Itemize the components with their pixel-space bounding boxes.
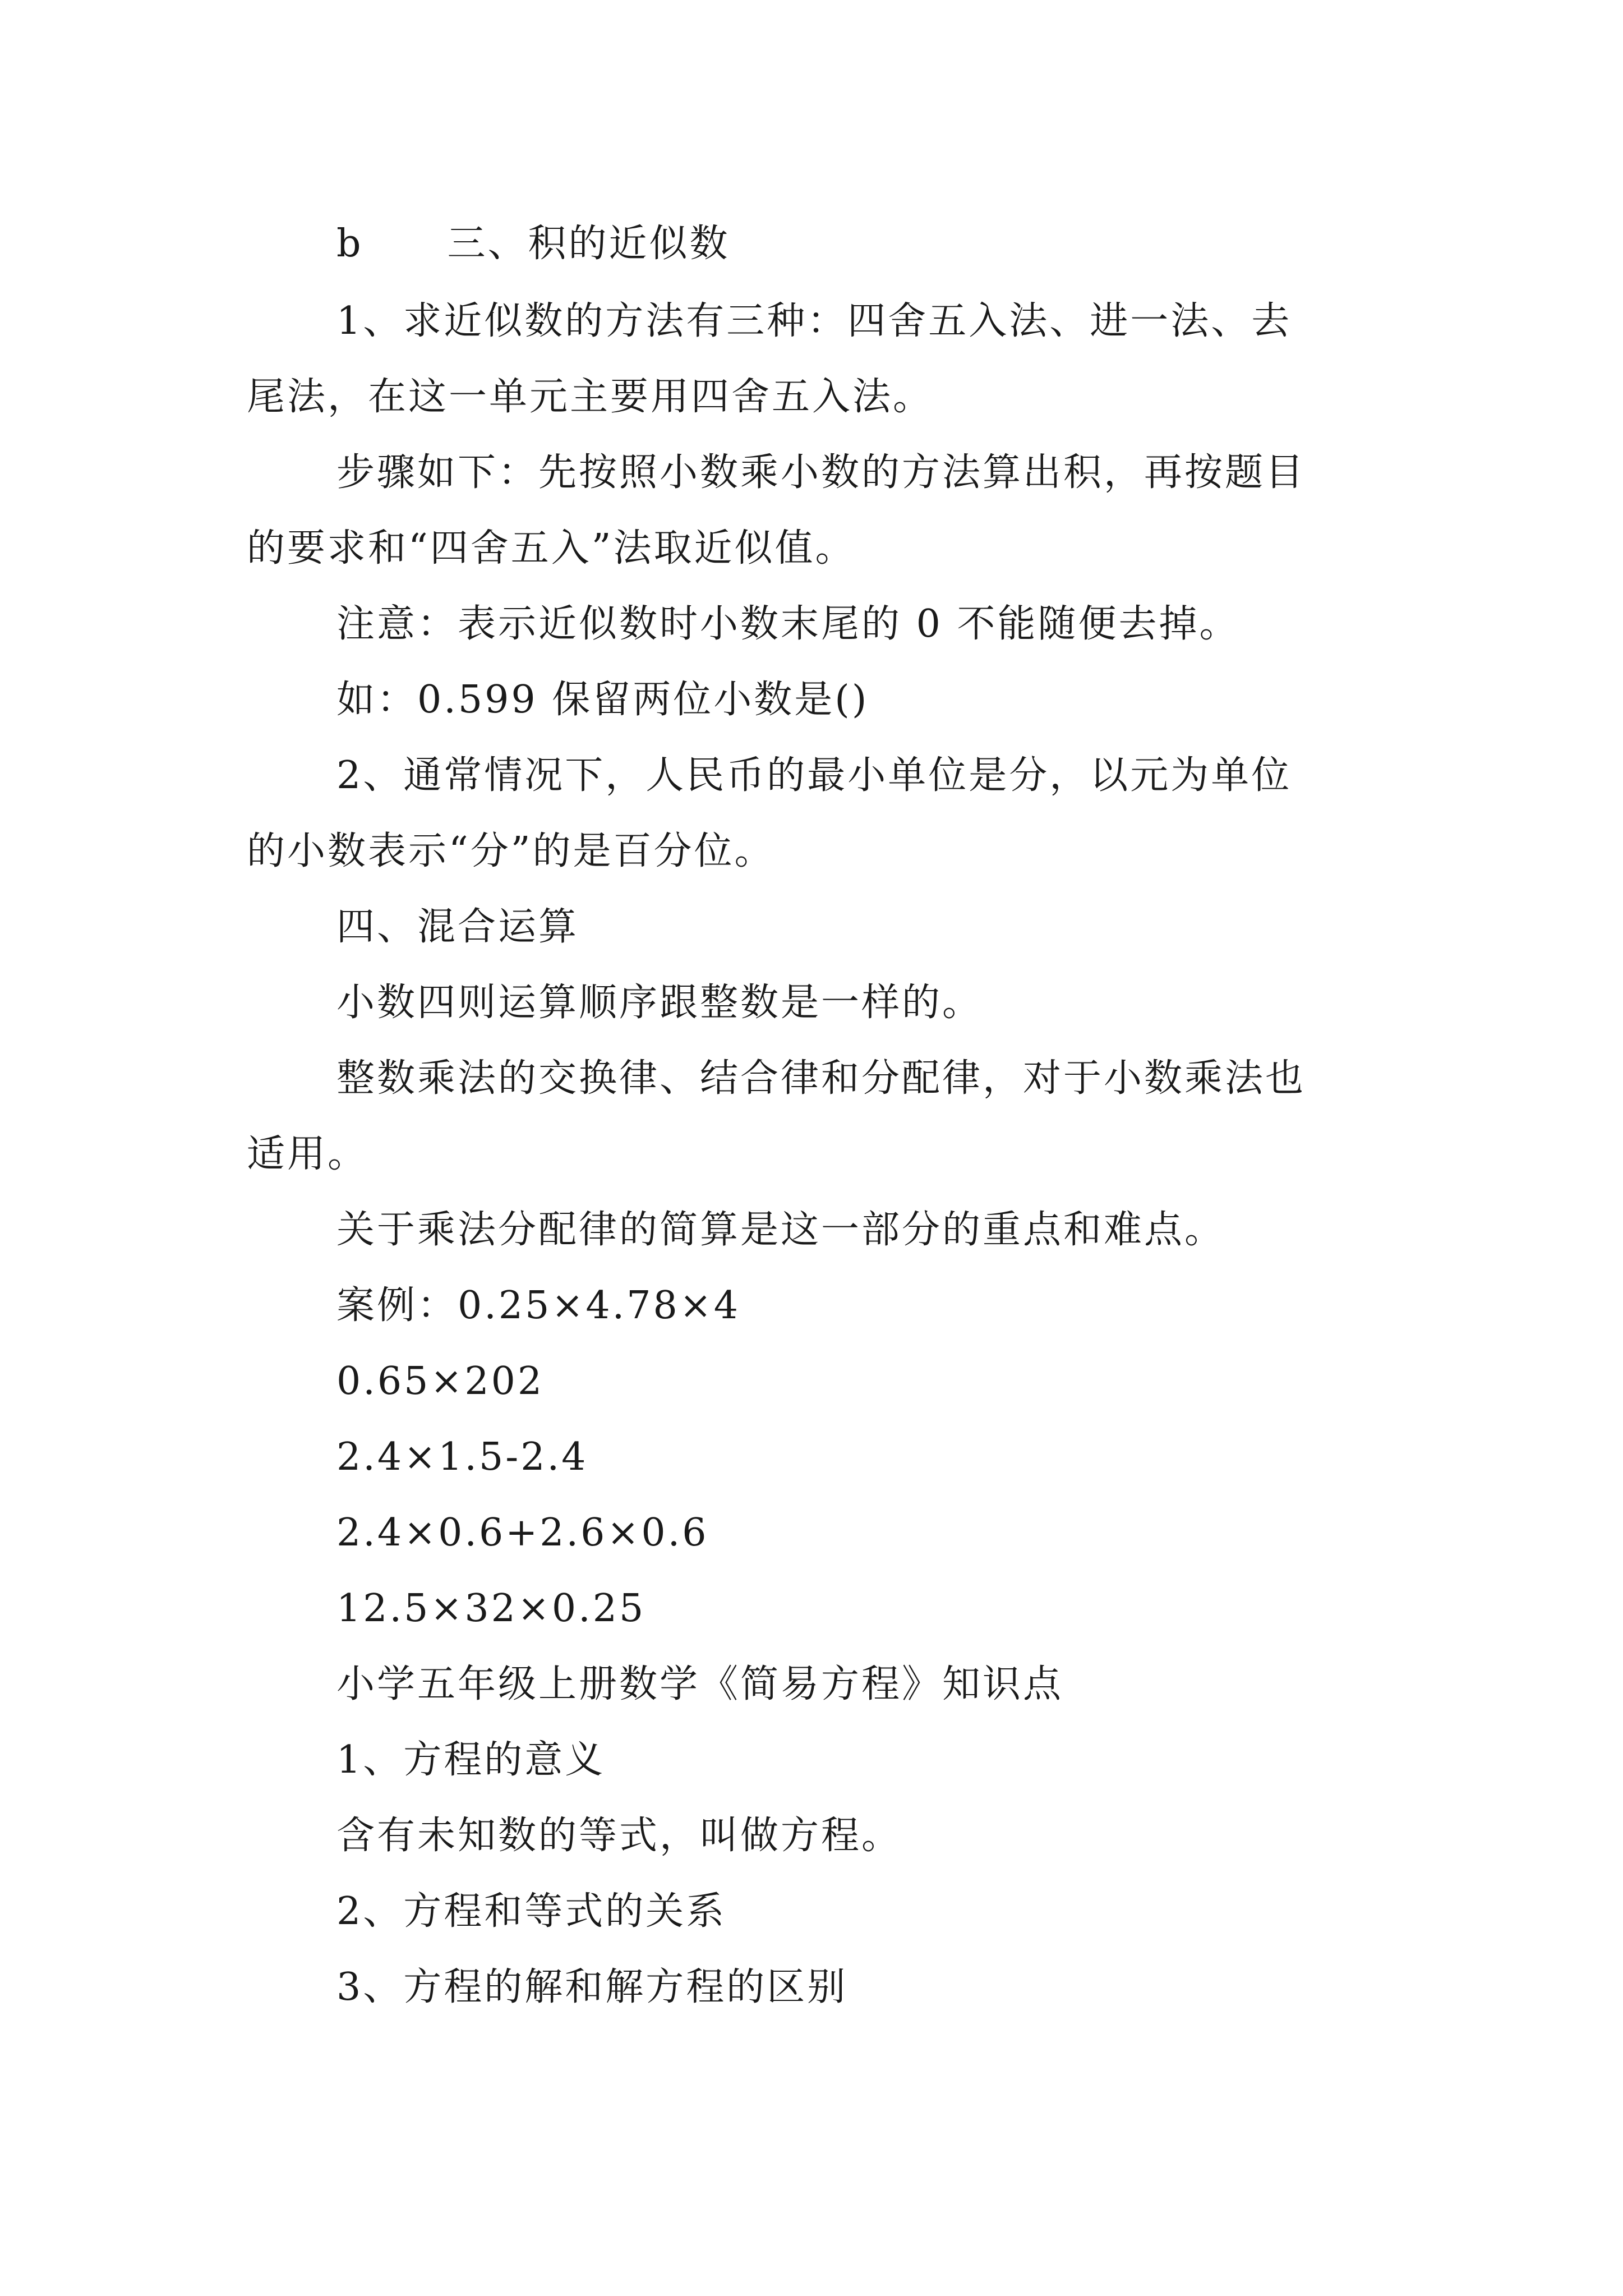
heading-text: 三、积的近似数 xyxy=(447,222,730,266)
paragraph-line: 的要求和“四舍五入”法取近似值。 xyxy=(247,526,856,570)
paragraph-line: 如：0.599 保留两位小数是() xyxy=(336,678,869,722)
paragraph-line: 小数四则运算顺序跟整数是一样的。 xyxy=(336,981,983,1025)
example-line: 12.5×32×0.25 xyxy=(336,1586,646,1631)
paragraph-line: 1、求近似数的方法有三种：四舍五入法、进一法、去 xyxy=(336,299,1292,343)
subheading: 1、方程的意义 xyxy=(336,1738,606,1782)
paragraph-line: 含有未知数的等式，叫做方程。 xyxy=(336,1814,902,1858)
paragraph-line: 步骤如下：先按照小数乘小数的方法算出积，再按题目 xyxy=(336,450,1306,495)
paragraph-line: 注意：表示近似数时小数末尾的 0 不能随便去掉。 xyxy=(336,602,1240,646)
stray-letter: b xyxy=(336,222,363,266)
subheading: 3、方程的解和解方程的区别 xyxy=(336,1965,848,2009)
paragraph-line: 2、通常情况下，人民币的最小单位是分，以元为单位 xyxy=(336,753,1292,798)
example-line: 2.4×1.5-2.4 xyxy=(336,1435,588,1479)
subheading: 2、方程和等式的关系 xyxy=(336,1889,727,1934)
section-heading-4: 四、混合运算 xyxy=(336,905,579,949)
section-heading-3 xyxy=(336,222,730,266)
paragraph-line: 关于乘法分配律的简算是这一部分的重点和难点。 xyxy=(336,1208,1225,1252)
chapter-title: 小学五年级上册数学《简易方程》知识点 xyxy=(336,1662,1064,1706)
paragraph-line: 尾法，在这一单元主要用四舍五入法。 xyxy=(247,375,934,419)
paragraph-line: 适用。 xyxy=(247,1132,368,1176)
example-line: 案例：0.25×4.78×4 xyxy=(336,1283,741,1328)
paragraph-line: 的小数表示“分”的是百分位。 xyxy=(247,829,775,873)
example-line: 0.65×202 xyxy=(336,1359,545,1404)
paragraph-line: 整数乘法的交换律、结合律和分配律，对于小数乘法也 xyxy=(336,1056,1306,1101)
example-line: 2.4×0.6+2.6×0.6 xyxy=(336,1511,709,1555)
